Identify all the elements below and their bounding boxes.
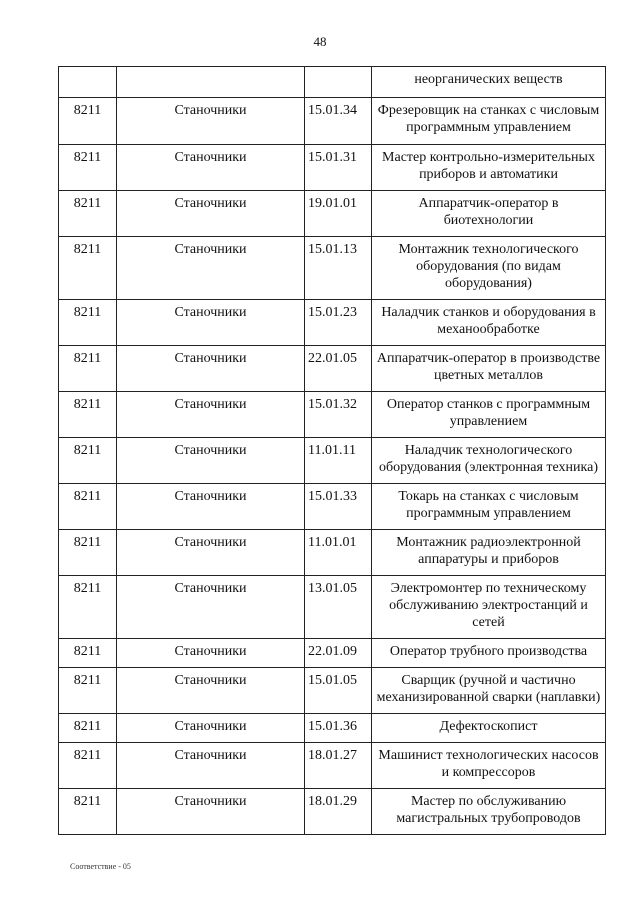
table-row xyxy=(59,438,606,484)
group-cell: Станочники xyxy=(117,668,305,714)
name-cell: Машинист технологических насосов и компрессоров xyxy=(372,743,606,789)
code-cell: 8211 xyxy=(59,300,117,346)
name-cell: Токарь на станках с числовым программным управлением xyxy=(372,484,606,530)
group-cell: Станочники xyxy=(117,743,305,789)
table-row xyxy=(59,639,606,668)
table-row xyxy=(59,392,606,438)
name-cell: Монтажник технологического оборудования (по видам оборудования) xyxy=(372,237,606,300)
table-row xyxy=(59,98,606,145)
group-cell: Станочники xyxy=(117,346,305,392)
code-cell: 8211 xyxy=(59,789,117,835)
number-cell: 15.01.33 xyxy=(305,484,372,530)
table-row xyxy=(59,530,606,576)
name-cell: Фрезеровщик на станках с числовым программным управлением xyxy=(372,98,606,145)
group-cell: Станочники xyxy=(117,392,305,438)
group-cell: Станочники xyxy=(117,484,305,530)
number-cell: 15.01.32 xyxy=(305,392,372,438)
group-cell: Станочники xyxy=(117,530,305,576)
code-cell: 8211 xyxy=(59,639,117,668)
code-cell: 8211 xyxy=(59,576,117,639)
table-row xyxy=(59,145,606,191)
name-cell: Оператор станков с программным управлением xyxy=(372,392,606,438)
name-cell: Аппаратчик-оператор в производстве цветных металлов xyxy=(372,346,606,392)
number-cell: 15.01.31 xyxy=(305,145,372,191)
name-cell: Аппаратчик-оператор в биотехнологии xyxy=(372,191,606,237)
table-row xyxy=(59,237,606,300)
table-row xyxy=(59,346,606,392)
name-cell: Наладчик станков и оборудования в механообработке xyxy=(372,300,606,346)
occupations-table xyxy=(58,66,606,835)
number-cell: 15.01.13 xyxy=(305,237,372,300)
number-cell: 22.01.09 xyxy=(305,639,372,668)
group-cell: Станочники xyxy=(117,576,305,639)
name-cell: Монтажник радиоэлектронной аппаратуры и приборов xyxy=(372,530,606,576)
number-cell: 15.01.05 xyxy=(305,668,372,714)
code-cell: 8211 xyxy=(59,530,117,576)
table-row xyxy=(59,714,606,743)
code-cell: 8211 xyxy=(59,743,117,789)
number-cell: 19.01.01 xyxy=(305,191,372,237)
number-cell: 18.01.29 xyxy=(305,789,372,835)
table-row xyxy=(59,743,606,789)
name-cell: неорганических веществ xyxy=(372,67,606,98)
code-cell: 8211 xyxy=(59,438,117,484)
number-cell: 15.01.34 xyxy=(305,98,372,145)
group-cell xyxy=(117,67,305,98)
group-cell: Станочники xyxy=(117,191,305,237)
group-cell: Станочники xyxy=(117,639,305,668)
name-cell: Наладчик технологического оборудования (электронная техника) xyxy=(372,438,606,484)
footer-note: Соответствие - 05 xyxy=(70,862,131,871)
code-cell: 8211 xyxy=(59,145,117,191)
group-cell: Станочники xyxy=(117,145,305,191)
group-cell: Станочники xyxy=(117,789,305,835)
number-cell xyxy=(305,67,372,98)
table-row xyxy=(59,576,606,639)
page-number: 48 xyxy=(313,34,327,49)
code-cell: 8211 xyxy=(59,191,117,237)
name-cell: Дефектоскопист xyxy=(372,714,606,743)
table-row xyxy=(59,668,606,714)
number-cell: 11.01.11 xyxy=(305,438,372,484)
number-cell: 15.01.36 xyxy=(305,714,372,743)
group-cell: Станочники xyxy=(117,237,305,300)
group-cell: Станочники xyxy=(117,98,305,145)
name-cell: Электромонтер по техническому обслуживанию электростанций и сетей xyxy=(372,576,606,639)
group-cell: Станочники xyxy=(117,714,305,743)
name-cell: Мастер контрольно-измерительных приборов и автоматики xyxy=(372,145,606,191)
code-cell xyxy=(59,67,117,98)
table-row xyxy=(59,191,606,237)
code-cell: 8211 xyxy=(59,668,117,714)
number-cell: 18.01.27 xyxy=(305,743,372,789)
name-cell: Оператор трубного производства xyxy=(372,639,606,668)
code-cell: 8211 xyxy=(59,714,117,743)
table-row xyxy=(59,484,606,530)
group-cell: Станочники xyxy=(117,300,305,346)
number-cell: 22.01.05 xyxy=(305,346,372,392)
code-cell: 8211 xyxy=(59,484,117,530)
table-row xyxy=(59,300,606,346)
name-cell: Сварщик (ручной и частично механизированной сварки (наплавки) xyxy=(372,668,606,714)
name-cell: Мастер по обслуживанию магистральных трубопроводов xyxy=(372,789,606,835)
group-cell: Станочники xyxy=(117,438,305,484)
number-cell: 15.01.23 xyxy=(305,300,372,346)
number-cell: 13.01.05 xyxy=(305,576,372,639)
number-cell: 11.01.01 xyxy=(305,530,372,576)
code-cell: 8211 xyxy=(59,392,117,438)
code-cell: 8211 xyxy=(59,98,117,145)
code-cell: 8211 xyxy=(59,346,117,392)
code-cell: 8211 xyxy=(59,237,117,300)
table-body xyxy=(59,67,606,835)
table-row xyxy=(59,67,606,98)
table-row xyxy=(59,789,606,835)
